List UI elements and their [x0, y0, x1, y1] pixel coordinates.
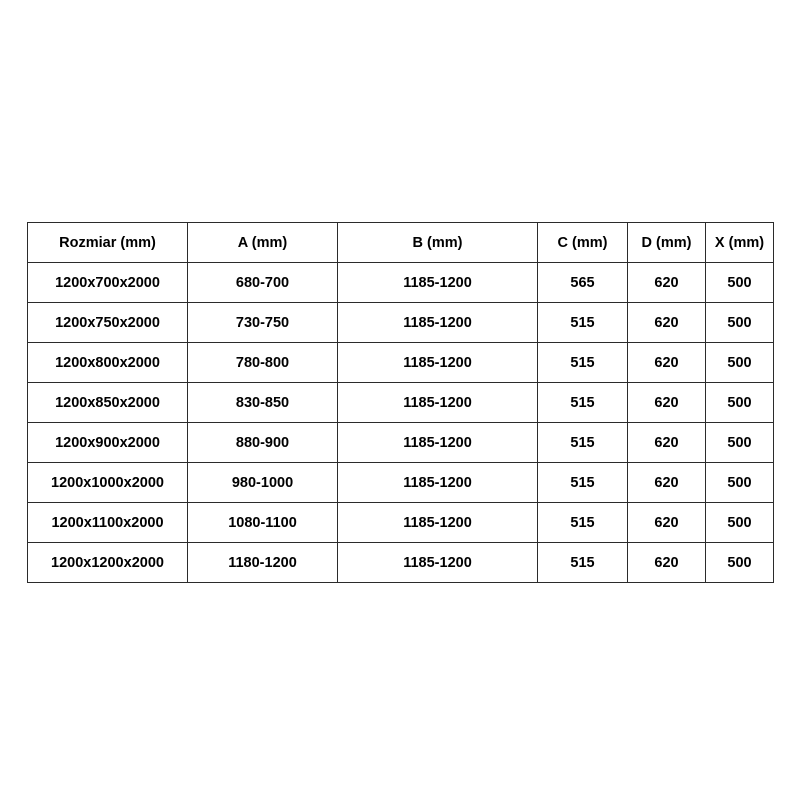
cell-a: 1180-1200: [188, 543, 338, 583]
cell-b: 1185-1200: [338, 343, 538, 383]
cell-c: 515: [538, 303, 628, 343]
table-row: [28, 503, 774, 543]
cell-rozmiar: 1200x1000x2000: [28, 463, 188, 503]
table-row: [28, 343, 774, 383]
cell-d: 620: [628, 303, 706, 343]
cell-b: 1185-1200: [338, 263, 538, 303]
column-header-a: A (mm): [188, 223, 338, 263]
cell-c: 515: [538, 463, 628, 503]
cell-d: 620: [628, 343, 706, 383]
table-row: [28, 423, 774, 463]
cell-a: 730-750: [188, 303, 338, 343]
cell-x: 500: [706, 303, 774, 343]
cell-rozmiar: 1200x900x2000: [28, 423, 188, 463]
cell-c: 515: [538, 423, 628, 463]
size-table-container: [27, 222, 773, 583]
column-header-rozmiar: Rozmiar (mm): [28, 223, 188, 263]
cell-b: 1185-1200: [338, 543, 538, 583]
cell-a: 780-800: [188, 343, 338, 383]
cell-rozmiar: 1200x850x2000: [28, 383, 188, 423]
cell-c: 515: [538, 543, 628, 583]
cell-a: 830-850: [188, 383, 338, 423]
cell-c: 565: [538, 263, 628, 303]
column-header-d: D (mm): [628, 223, 706, 263]
cell-b: 1185-1200: [338, 423, 538, 463]
cell-rozmiar: 1200x1100x2000: [28, 503, 188, 543]
table-row: [28, 263, 774, 303]
cell-d: 620: [628, 263, 706, 303]
cell-a: 880-900: [188, 423, 338, 463]
table-row: [28, 303, 774, 343]
cell-d: 620: [628, 463, 706, 503]
cell-a: 1080-1100: [188, 503, 338, 543]
table-header-row: [28, 223, 774, 263]
cell-rozmiar: 1200x750x2000: [28, 303, 188, 343]
cell-b: 1185-1200: [338, 503, 538, 543]
cell-a: 680-700: [188, 263, 338, 303]
cell-c: 515: [538, 383, 628, 423]
cell-x: 500: [706, 383, 774, 423]
cell-x: 500: [706, 463, 774, 503]
cell-c: 515: [538, 343, 628, 383]
cell-b: 1185-1200: [338, 383, 538, 423]
column-header-c: C (mm): [538, 223, 628, 263]
cell-x: 500: [706, 423, 774, 463]
cell-b: 1185-1200: [338, 463, 538, 503]
cell-rozmiar: 1200x1200x2000: [28, 543, 188, 583]
cell-d: 620: [628, 543, 706, 583]
column-header-b: B (mm): [338, 223, 538, 263]
table-row: [28, 543, 774, 583]
table-body: [28, 263, 774, 583]
cell-b: 1185-1200: [338, 303, 538, 343]
cell-x: 500: [706, 503, 774, 543]
cell-rozmiar: 1200x700x2000: [28, 263, 188, 303]
cell-c: 515: [538, 503, 628, 543]
table-row: [28, 383, 774, 423]
cell-x: 500: [706, 263, 774, 303]
cell-rozmiar: 1200x800x2000: [28, 343, 188, 383]
table-row: [28, 463, 774, 503]
column-header-x: X (mm): [706, 223, 774, 263]
table-header: [28, 223, 774, 263]
cell-a: 980-1000: [188, 463, 338, 503]
cell-d: 620: [628, 383, 706, 423]
cell-d: 620: [628, 503, 706, 543]
cell-x: 500: [706, 543, 774, 583]
cell-x: 500: [706, 343, 774, 383]
cell-d: 620: [628, 423, 706, 463]
dimensions-table: [27, 222, 774, 583]
